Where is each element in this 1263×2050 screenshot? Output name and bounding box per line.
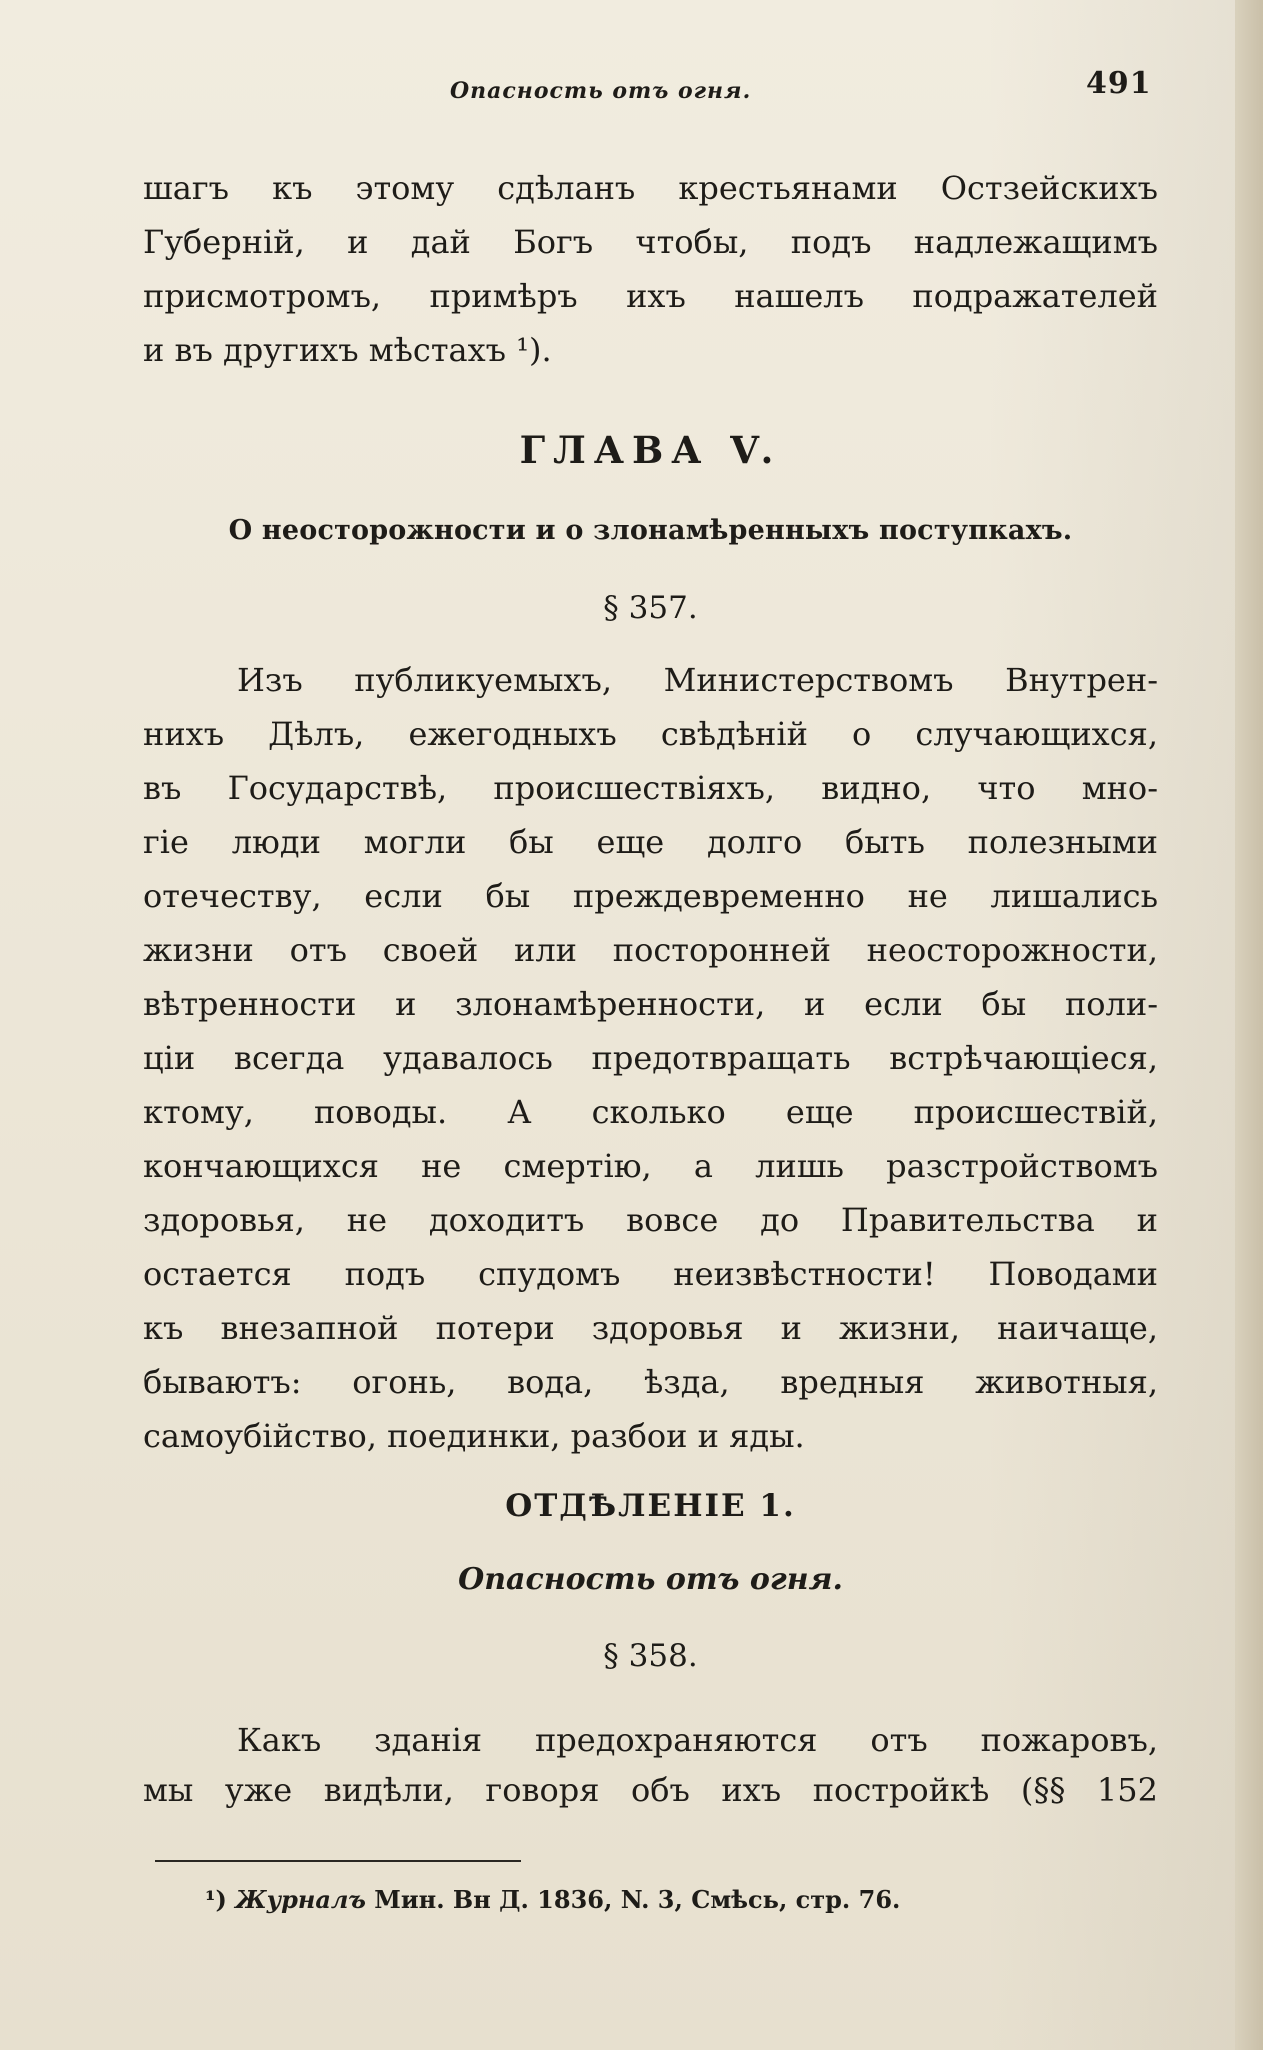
text-line: шагъ къ этому сдѣланъ крестьянами Остзейскихъ (143, 169, 1158, 207)
page-edge (1235, 0, 1263, 2050)
text-line: Изъ публикуемыхъ, Министерствомъ Внутрен- (237, 661, 1158, 699)
text-line: остается подъ спудомъ неизвѣстности! Поводами (143, 1255, 1158, 1293)
page-number: 491 (1086, 66, 1152, 101)
chapter-title: ГЛАВА V. (519, 428, 782, 472)
text-line: Губерній, и дай Богъ чтобы, подъ надлежащимъ (143, 223, 1158, 261)
chapter-subtitle: О неосторожности и о злонамѣренныхъ поступкахъ. (228, 515, 1073, 546)
text-line: и въ другихъ мѣстахъ ¹). (143, 331, 552, 369)
text-line: ціи всегда удавалось предотвращать встрѣчающіеся, (143, 1039, 1158, 1077)
text-line: здоровья, не доходитъ вовсе до Правительства и (143, 1201, 1158, 1239)
section-title: ОТДѢЛЕНІЕ 1. (505, 1488, 796, 1524)
footnote-rule (155, 1860, 521, 1862)
running-head: Опасность отъ огня. (450, 78, 752, 104)
text-line: вѣтренности и злонамѣренности, и если бы поли- (143, 985, 1158, 1023)
footnote (205, 1885, 900, 1914)
text-line: въ Государствѣ, происшествіяхъ, видно, что мно- (143, 769, 1158, 807)
text-line: присмотромъ, примѣръ ихъ нашелъ подражателей (143, 277, 1158, 315)
paragraph-number: § 357. (603, 590, 698, 626)
text-line: отечеству, если бы преждевременно не лишались (143, 877, 1158, 915)
text-line: самоубійство, поединки, разбои и яды. (143, 1417, 805, 1455)
text-line: гіе люди могли бы еще долго быть полезными (143, 823, 1158, 861)
text-line: мы уже видѣли, говоря объ ихъ постройкѣ (§§ 152 (143, 1771, 1158, 1809)
footnote-marker: ¹) (205, 1885, 227, 1914)
footnote-text: Мин. Вн Д. 1836, N. 3, Смѣсь, стр. 76. (374, 1885, 901, 1914)
text-line: кончающихся не смертію, а лишь разстройствомъ (143, 1147, 1158, 1185)
text-line: бываютъ: огонь, вода, ѣзда, вредныя животныя, (143, 1363, 1158, 1401)
footnote-journal: Журналъ (235, 1885, 366, 1914)
text-line: нихъ Дѣлъ, ежегодныхъ свѣдѣній о случающихся, (143, 715, 1158, 753)
text-line: ктому, поводы. А сколько еще происшествій, (143, 1093, 1158, 1131)
paragraph-number: § 358. (603, 1638, 698, 1674)
text-line: жизни отъ своей или посторонней неосторожности, (143, 931, 1158, 969)
text-line: Какъ зданія предохраняются отъ пожаровъ, (237, 1721, 1158, 1759)
section-subtitle: Опасность отъ огня. (458, 1562, 843, 1597)
text-line: къ внезапной потери здоровья и жизни, наичаще, (143, 1309, 1158, 1347)
